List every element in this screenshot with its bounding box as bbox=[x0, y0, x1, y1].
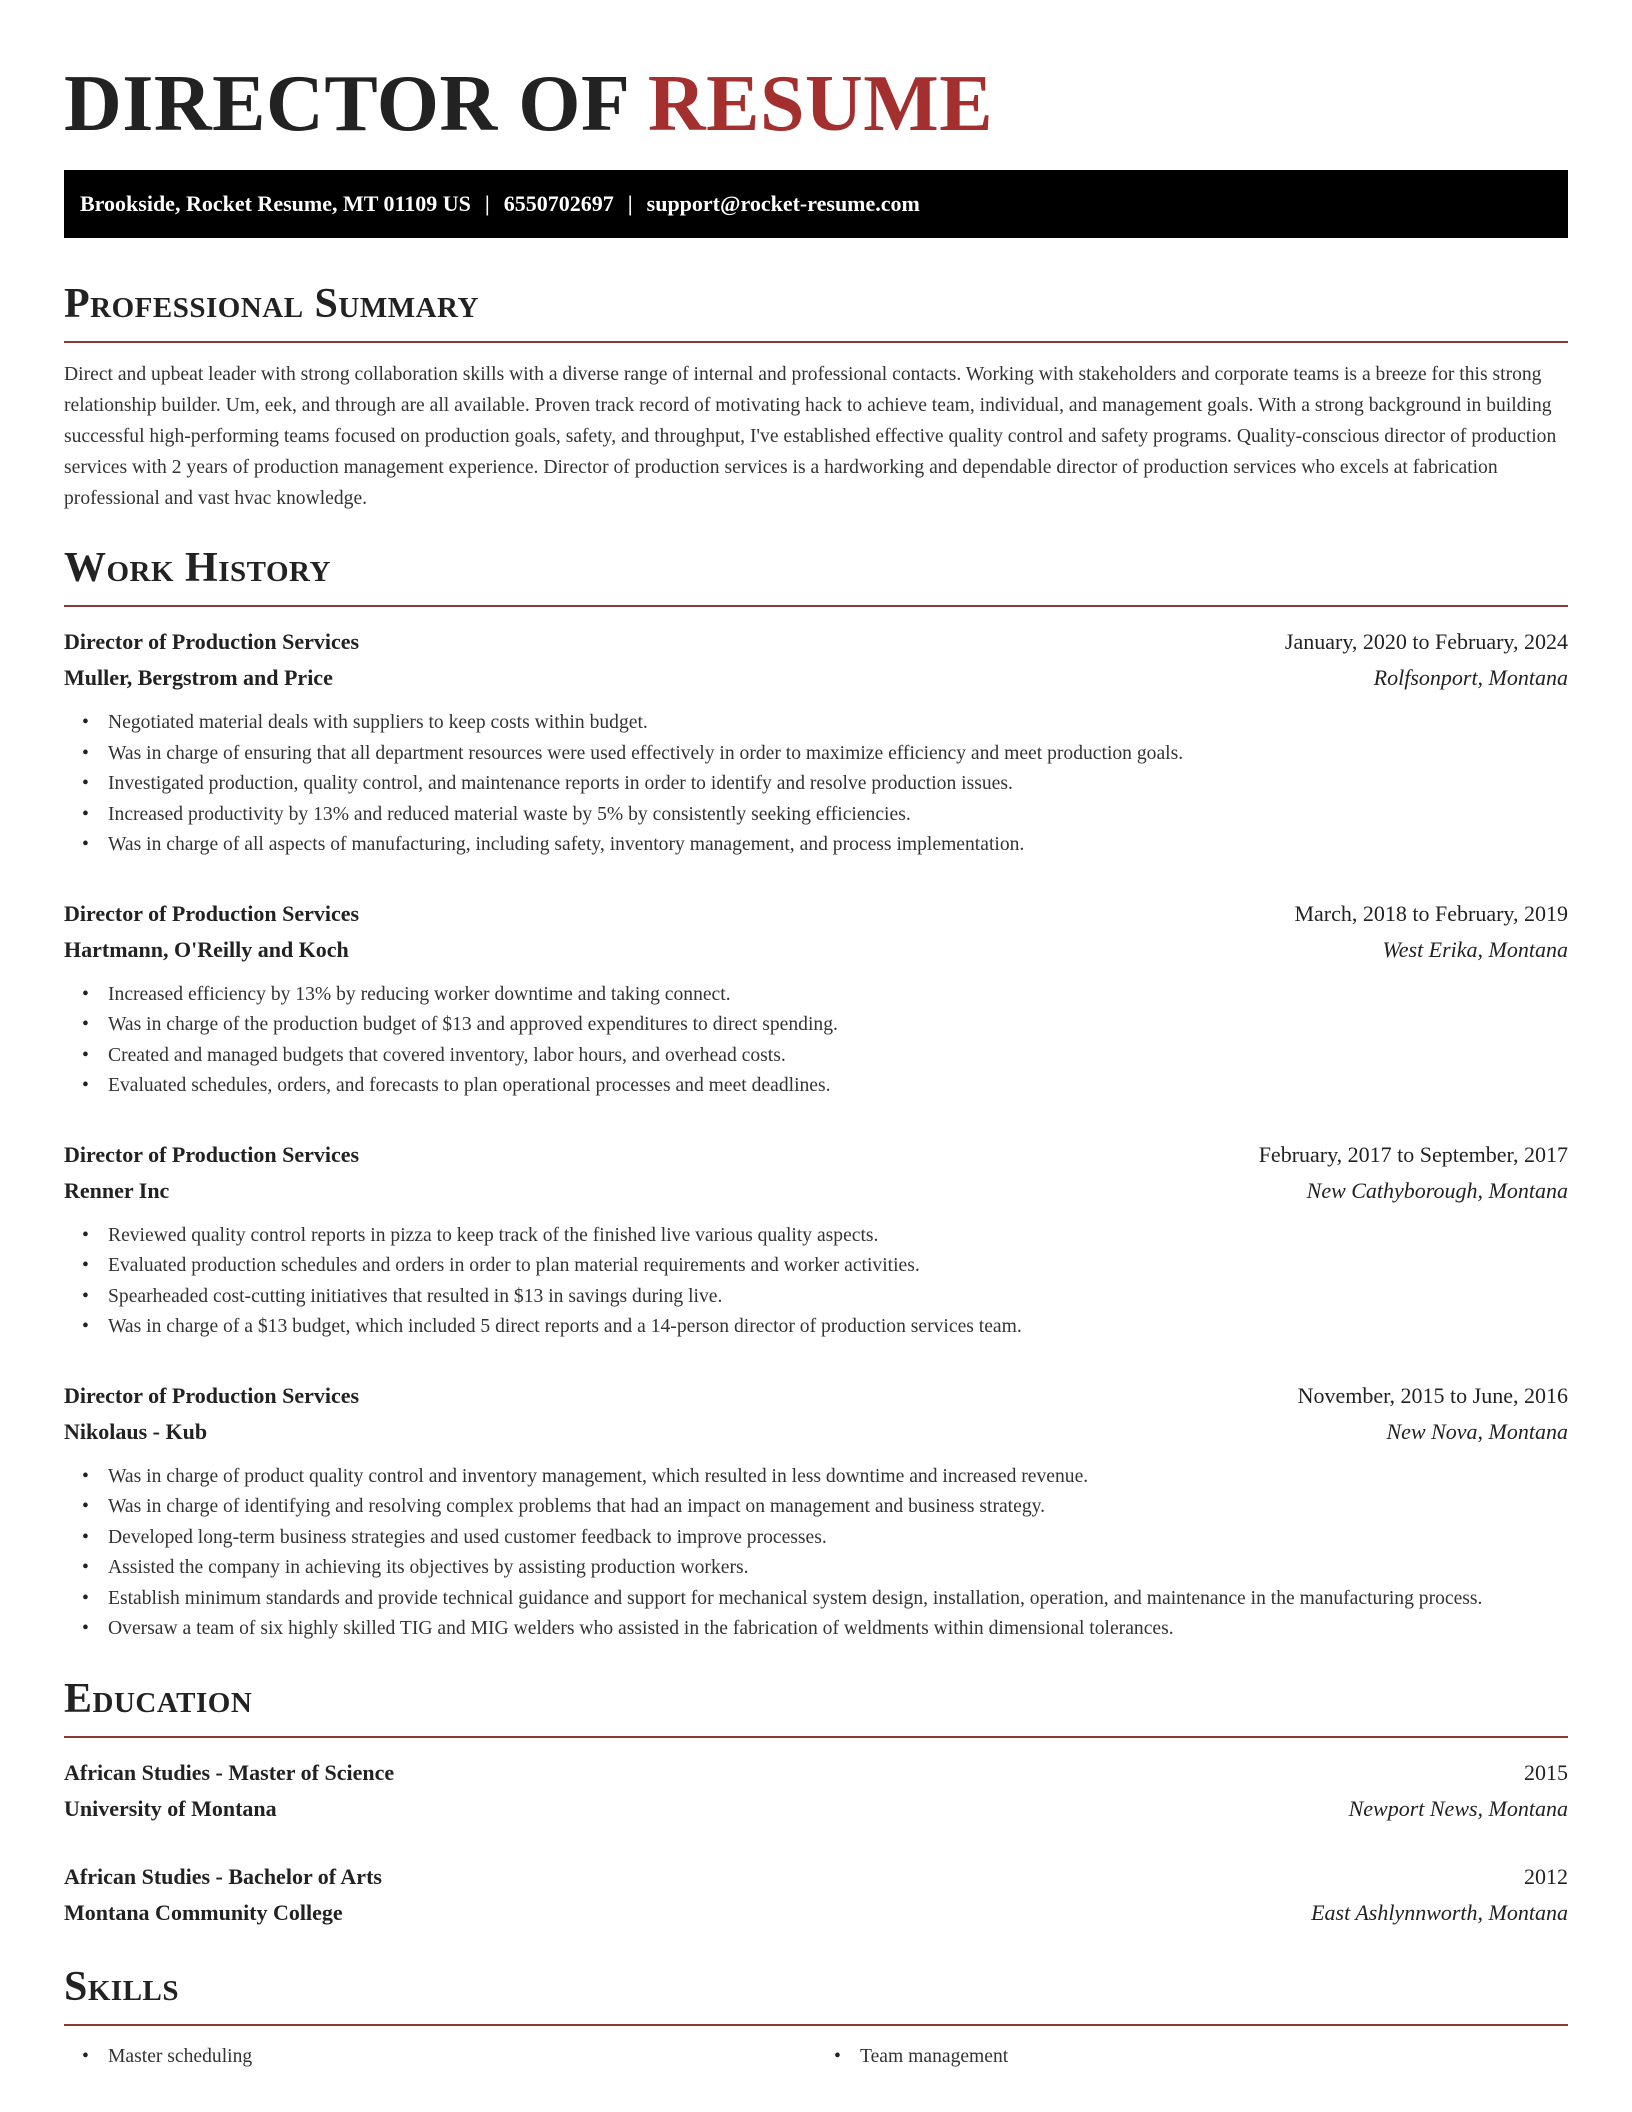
job-title: Director of Production Services bbox=[64, 900, 360, 926]
section-heading: Professional Summary bbox=[64, 281, 479, 327]
contact-phone: 6550702697 bbox=[503, 191, 614, 216]
list-item: • Evaluated production schedules and orders in order to plan material requirements and worker activities. bbox=[108, 1251, 1568, 1282]
education-school-row bbox=[64, 1791, 1568, 1827]
contact-separator: | bbox=[484, 191, 490, 216]
list-item: • Oversaw a team of six highly skilled TIG and MIG welders who assisted in the fabrication of weldments within dimensional tolerances. bbox=[108, 1614, 1568, 1645]
job-title: Director of Production Services bbox=[64, 1382, 360, 1408]
skills-column-right bbox=[816, 2042, 1568, 2072]
job-company: Muller, Bergstrom and Price bbox=[64, 665, 333, 690]
section-divider bbox=[64, 605, 1568, 607]
job-company: Renner Inc bbox=[64, 1177, 170, 1203]
school-location: Newport News, Montana bbox=[1348, 1795, 1568, 1821]
contact-separator: | bbox=[627, 191, 633, 216]
job-header-row bbox=[64, 624, 1568, 660]
graduation-year: 2012 bbox=[1524, 1863, 1568, 1889]
list-item: • Was in charge of ensuring that all department resources were used effectively in order to maximize efficiency and meet production goals. bbox=[108, 739, 1568, 770]
summary-text: Direct and upbeat leader with strong collaboration skills with a diverse range of internal and professional contacts. Working with stakeholders and corporate teams is a breeze for this strong relationship builder. Um, eek, and through are all available. Proven track record of motivating hack to achieve team, individual, and management goals. With a strong background in building successful high-performing teams focused on production goals, safety, and throughput, I've established effective quality control and safety programs. Quality-conscious director of production services with 2 years of production management experience. Director of production services is a hardworking and dependable director of production services who excels at fabrication professional and vast hvac knowledge. bbox=[64, 364, 1557, 509]
job-header-row bbox=[64, 1137, 1568, 1173]
list-item: • Reviewed quality control reports in pizza to keep track of the finished live various quality aspects. bbox=[108, 1221, 1568, 1252]
list-item: • Was in charge of product quality control and inventory management, which resulted in less downtime and increased revenue. bbox=[108, 1462, 1568, 1493]
list-item: • Assisted the company in achieving its objectives by assisting production workers. bbox=[108, 1553, 1568, 1584]
page-title bbox=[64, 58, 1568, 150]
school-name: Montana Community College bbox=[64, 1899, 343, 1925]
section-divider bbox=[64, 1736, 1568, 1738]
job-title: Director of Production Services bbox=[64, 629, 360, 654]
title-part-2: RESUME bbox=[647, 60, 994, 148]
list-item: • Developed long-term business strategies and used customer feedback to improve processes. bbox=[108, 1523, 1568, 1554]
list-item: • Establish minimum standards and provide technical guidance and support for mechanical system design, installation, operation, and maintenance in the manufacturing process. bbox=[108, 1584, 1568, 1615]
job-dates: November, 2015 to June, 2016 bbox=[1297, 1382, 1568, 1408]
section-divider bbox=[64, 2024, 1568, 2026]
section-divider bbox=[64, 341, 1568, 343]
job-entry bbox=[64, 1137, 1568, 1343]
list-item: • Increased productivity by 13% and reduced material waste by 5% by consistently seeking efficiencies. bbox=[108, 800, 1568, 831]
job-company: Nikolaus - Kub bbox=[64, 1418, 208, 1444]
job-company-row bbox=[64, 660, 1568, 696]
contact-bar bbox=[64, 170, 1568, 238]
list-item: • Was in charge of all aspects of manufacturing, including safety, inventory management, and process implementation. bbox=[108, 830, 1568, 861]
education-entry bbox=[64, 1859, 1568, 1931]
job-location: West Erika, Montana bbox=[1382, 936, 1568, 962]
job-entry bbox=[64, 896, 1568, 1102]
list-item: • Was in charge of identifying and resolving complex problems that had an impact on management and business strategy. bbox=[108, 1492, 1568, 1523]
education-header-row bbox=[64, 1859, 1568, 1895]
job-entry bbox=[64, 1378, 1568, 1645]
list-item: • Spearheaded cost-cutting initiatives that resulted in $13 in savings during live. bbox=[108, 1282, 1568, 1313]
section-heading: Work History bbox=[64, 545, 331, 591]
skills-section bbox=[64, 1963, 1568, 2072]
contact-address: Brookside, Rocket Resume, MT 01109 US bbox=[80, 191, 471, 216]
education-header-row bbox=[64, 1755, 1568, 1791]
list-item: • Was in charge of a $13 budget, which included 5 direct reports and a 14-person director of production services team. bbox=[108, 1312, 1568, 1343]
list-item: • Negotiated material deals with suppliers to keep costs within budget. bbox=[108, 708, 1568, 739]
section-heading: Education bbox=[64, 1675, 253, 1722]
skill-item: • Team management bbox=[860, 2042, 1568, 2072]
job-company-row bbox=[64, 1414, 1568, 1450]
education-entry bbox=[64, 1755, 1568, 1827]
job-header-row bbox=[64, 896, 1568, 932]
work-history-section bbox=[64, 544, 1568, 1645]
job-bullets bbox=[64, 708, 1568, 861]
skill-item: • Master scheduling bbox=[108, 2042, 816, 2072]
job-entry bbox=[64, 624, 1568, 861]
skills-column-left bbox=[64, 2042, 816, 2072]
summary-section bbox=[64, 280, 1568, 514]
job-location: New Nova, Montana bbox=[1386, 1418, 1568, 1444]
title-part-1: DIRECTOR OF bbox=[64, 60, 628, 148]
job-company-row bbox=[64, 932, 1568, 968]
job-bullets bbox=[64, 980, 1568, 1102]
job-title: Director of Production Services bbox=[64, 1141, 360, 1167]
job-company: Hartmann, O'Reilly and Koch bbox=[64, 936, 349, 962]
job-bullets bbox=[64, 1462, 1568, 1645]
job-header-row bbox=[64, 1378, 1568, 1414]
list-item: • Created and managed budgets that covered inventory, labor hours, and overhead costs. bbox=[108, 1041, 1568, 1072]
job-bullets bbox=[64, 1221, 1568, 1343]
job-company-row bbox=[64, 1173, 1568, 1209]
skills-grid bbox=[64, 2042, 1568, 2072]
degree: African Studies - Bachelor of Arts bbox=[64, 1863, 382, 1889]
list-item: • Was in charge of the production budget of $13 and approved expenditures to direct spending. bbox=[108, 1010, 1568, 1041]
job-location: Rolfsonport, Montana bbox=[1373, 665, 1568, 690]
list-item: • Investigated production, quality control, and maintenance reports in order to identify and resolve production issues. bbox=[108, 769, 1568, 800]
list-item: • Increased efficiency by 13% by reducing worker downtime and taking connect. bbox=[108, 980, 1568, 1011]
section-heading: Skills bbox=[64, 1963, 180, 2010]
job-dates: February, 2017 to September, 2017 bbox=[1258, 1141, 1568, 1167]
graduation-year: 2015 bbox=[1524, 1759, 1568, 1785]
school-location: East Ashlynnworth, Montana bbox=[1311, 1899, 1568, 1925]
education-school-row bbox=[64, 1895, 1568, 1931]
school-name: University of Montana bbox=[64, 1795, 277, 1821]
job-location: New Cathyborough, Montana bbox=[1306, 1177, 1568, 1203]
education-section bbox=[64, 1675, 1568, 1931]
list-item: • Evaluated schedules, orders, and forecasts to plan operational processes and meet deadlines. bbox=[108, 1071, 1568, 1102]
job-dates: March, 2018 to February, 2019 bbox=[1294, 900, 1568, 926]
contact-email: support@rocket-resume.com bbox=[646, 191, 920, 216]
job-dates: January, 2020 to February, 2024 bbox=[1284, 629, 1568, 654]
degree: African Studies - Master of Science bbox=[64, 1759, 395, 1785]
